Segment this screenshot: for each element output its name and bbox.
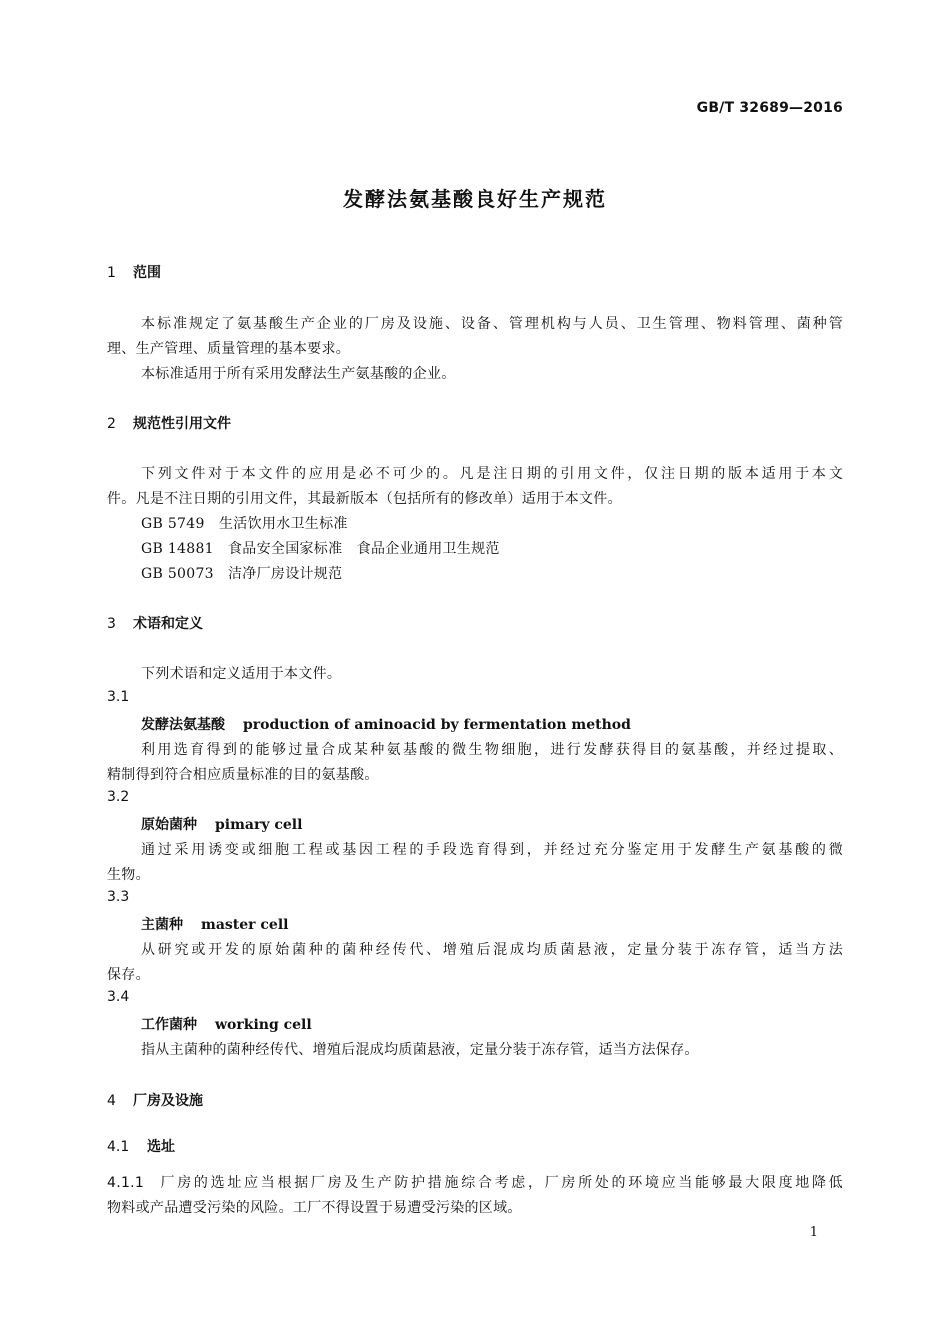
term-en: master cell [201,917,289,933]
term-en: pimary cell [215,817,303,833]
reference-item [141,538,500,558]
section-number: 4 [107,1093,116,1109]
term-number: 3.1 [107,689,130,705]
term-en: production of aminoacid by fermentation method [243,717,631,733]
term-zh: 原始菌种 [141,817,197,833]
reference-code: GB 14881 [141,541,214,557]
section-number: 2 [107,416,116,432]
section-3-heading [107,613,203,633]
reference-title: 食品安全国家标准 食品企业通用卫生规范 [228,541,500,557]
subsection-4-1-heading [107,1136,175,1156]
section-1-heading [107,262,161,282]
section-2-heading [107,413,231,433]
reference-item [141,513,348,533]
scope-para1-line1: 本标准规定了氨基酸生产企业的厂房及设施、设备、管理机构与人员、卫生管理、物料管理、菌种管 [141,316,843,332]
section-4-heading [107,1090,203,1110]
term-zh: 发酵法氨基酸 [141,717,225,733]
term-definition-line1: 通过采用诱变或细胞工程或基因工程的手段选育得到，并经过充分鉴定用于发酵生产氨基酸的微 [141,842,843,858]
term-definition-line1: 指从主菌种的菌种经传代、增殖后混成均质菌悬液，定量分装于冻存管，适当方法保存。 [141,1042,699,1058]
term-entry [141,914,288,934]
subsection-title: 选址 [147,1139,175,1155]
term-definition-line2: 生物。 [107,867,150,883]
section-title: 厂房及设施 [133,1093,203,1109]
document-title: 发酵法氨基酸良好生产规范 [343,187,607,211]
subsection-number: 4.1 [107,1139,130,1155]
term-definition-line1: 利用选育得到的能够过量合成某种氨基酸的微生物细胞，进行发酵获得目的氨基酸，并经过提取、 [141,742,843,758]
term-definition-line1: 从研究或开发的原始菌种的菌种经传代、增殖后混成均质菌悬液，定量分装于冻存管，适当方法 [141,942,843,958]
term-entry [141,814,302,834]
term-zh: 主菌种 [141,917,183,933]
terms-intro: 下列术语和定义适用于本文件。 [141,666,342,682]
clause-number: 4.1.1 [107,1175,145,1191]
reference-code: GB 5749 [141,516,205,532]
section-number: 3 [107,616,116,632]
clause-4-1-1-line1 [107,1172,843,1192]
standard-number: GB/T 32689—2016 [696,100,843,116]
term-number: 3.2 [107,789,130,805]
term-number: 3.3 [107,889,130,905]
term-entry [141,1014,312,1034]
refs-intro-line2: 件。凡是不注日期的引用文件，其最新版本（包括所有的修改单）适用于本文件。 [107,491,622,507]
section-title: 术语和定义 [133,616,203,632]
scope-para1-line2: 理、生产管理、质量管理的基本要求。 [107,341,351,357]
section-number: 1 [107,265,116,281]
section-title: 范围 [133,265,161,281]
term-en: working cell [215,1017,312,1033]
refs-intro-line1: 下列文件对于本文件的应用是必不可少的。凡是注日期的引用文件，仅注日期的版本适用于本文 [141,466,843,482]
scope-para2: 本标准适用于所有采用发酵法生产氨基酸的企业。 [141,366,456,382]
reference-title: 洁净厂房设计规范 [228,566,343,582]
term-zh: 工作菌种 [141,1017,197,1033]
term-definition-line2: 精制得到符合相应质量标准的目的氨基酸。 [107,767,379,783]
reference-code: GB 50073 [141,566,214,582]
reference-title: 生活饮用水卫生标准 [219,516,348,532]
term-definition-line2: 保存。 [107,967,150,983]
page-number: 1 [809,1225,818,1240]
section-title: 规范性引用文件 [133,416,231,432]
clause-4-1-1-line2: 物料或产品遭受污染的风险。工厂不得设置于易遭受污染的区域。 [107,1200,522,1216]
reference-item [141,563,342,583]
term-entry [141,714,631,734]
clause-text: 厂房的选址应当根据厂房及生产防护措施综合考虑，厂房所处的环境应当能够最大限度地降低 [158,1175,843,1191]
term-number: 3.4 [107,989,130,1005]
